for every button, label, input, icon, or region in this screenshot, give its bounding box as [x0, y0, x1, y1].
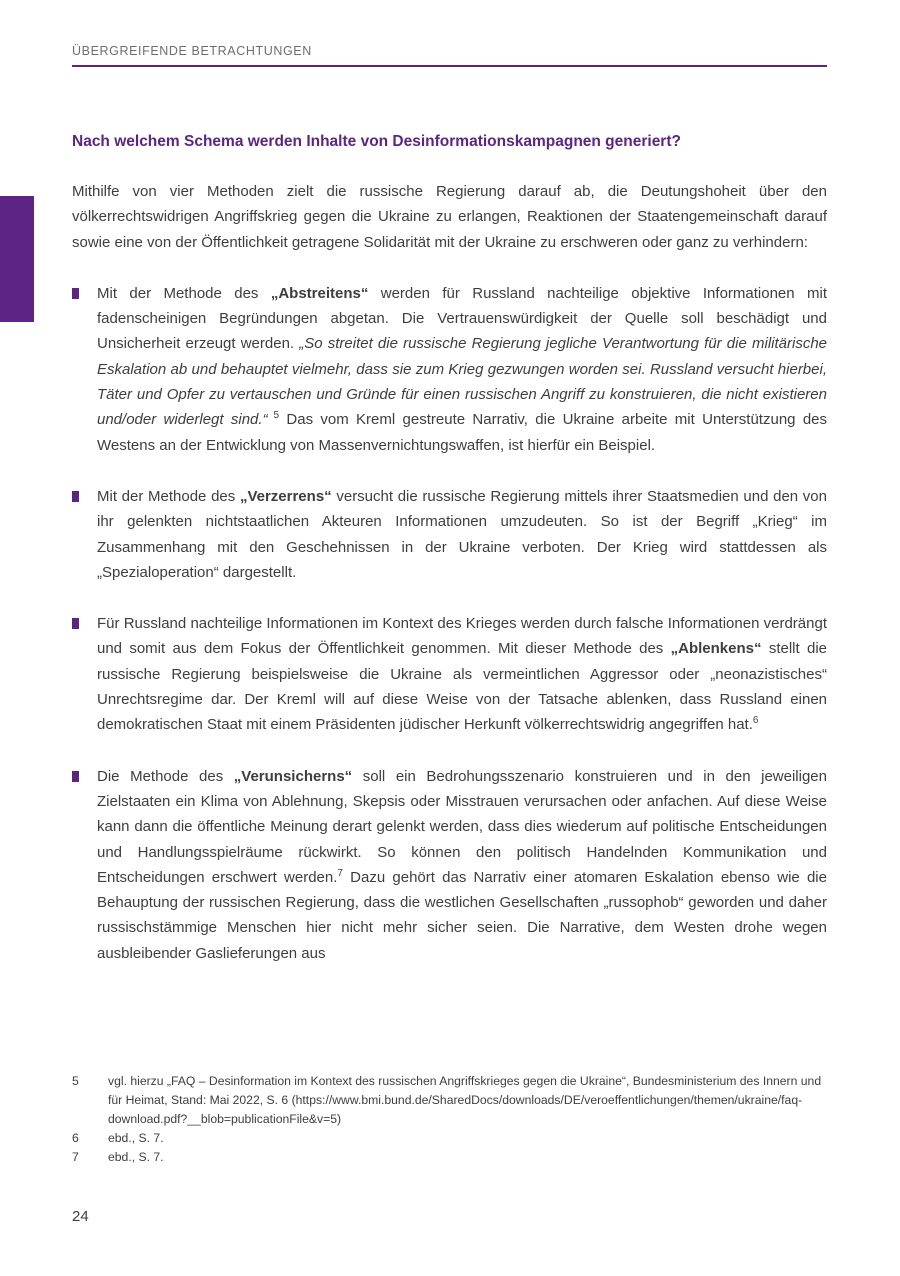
footnote-block [72, 1072, 827, 1167]
footnote-number: 5 [72, 1074, 79, 1088]
bullet-square-icon [72, 491, 79, 502]
chapter-tab-marker [0, 196, 34, 322]
footnote-5 [72, 1072, 827, 1129]
page-number: 24 [72, 1208, 89, 1225]
method-bullet-list [72, 281, 827, 966]
bullet-square-icon [72, 618, 79, 629]
bullet-text: Für Russland nachteilige Informationen im Kontext des Krieges werden durch falsche Informationen verdrängt und somit aus dem Fokus der Öffentlichkeit genommen. Mit dieser Methode des „Ablenkens“ stellt die russische Regierung beispielsweise die Ukraine als vermeintlichen Aggressor oder „neonazistisches“ Unrechtsregime dar. Der Kreml will auf diese Weise von der Tatsache ablenken, dass Russland einen demokratischen Staat mit einem Präsidenten jüdischer Herkunft völkerrechtswidrig angegriffen hat.$^6$ [97, 615, 827, 734]
footnote-text: ebd., S. 7. [108, 1131, 164, 1145]
bullet-item-verzerrens [72, 484, 827, 585]
bullet-item-verunsicherns [72, 764, 827, 966]
footnote-text: vgl. hierzu „FAQ – Desinformation im Kontext des russischen Angriffskrieges gegen die Ukraine“, Bundesministerium des Innern und für Heimat, Stand: Mai 2022, S. 6 (https://www.bmi.bund.de/SharedDocs/downloads/DE/veroeffentlichungen/themen/ukraine/faq-download.pdf?__blob=publicationFile&v=5) [108, 1074, 822, 1126]
intro-paragraph: Mithilfe von vier Methoden zielt die russische Regierung darauf ab, die Deutungshoheit über den völkerrechtswidrigen Angriffskrieg gegen die Ukraine zu erlangen, Reaktionen der Staatengemeinschaft darauf sowie eine von der Öffentlichkeit getragene Solidarität mit der Ukraine zu erschweren oder ganz zu verhindern: [72, 183, 827, 251]
section-heading: Nach welchem Schema werden Inhalte von Desinformationskampagnen generiert? [72, 133, 681, 150]
footnote-number: 7 [72, 1150, 79, 1164]
footnote-number: 6 [72, 1131, 79, 1145]
bullet-text: Mit der Methode des „Abstreitens“ werden für Russland nachteilige objektive Informationen mit fadenscheinigen Begründungen abgetan. Die Vertrauenswürdigkeit der Quelle soll beschädigt und Unsicherheit erzeugt werden. „So streitet die russische Regierung jegliche Verantwortung für die militärische Eskalation ab und behauptet vielmehr, dass sie zum Krieg gezwungen worden sei. Russland versucht hierbei, Täter und Opfer zu vertauschen und Gründe für einen russischen Angriff zu konstruieren, die nicht existieren und/oder widerlegt sind.“ $^5$ Das vom Kreml gestreute Narrativ, die Ukraine arbeite mit Unterstützung des Westens an der Entwicklung von Massenvernichtungswaffen, ist hierfür ein Beispiel. [97, 284, 828, 454]
bullet-square-icon [72, 288, 79, 299]
footnote-6 [72, 1129, 827, 1148]
bullet-text: Mit der Methode des „Verzerrens“ versucht die russische Regierung mittels ihrer Staatsmedien und den von ihr gelenkten nichtstaatlichen Akteuren Informationen umzudeuten. So ist der Begriff „Krieg“ im Zusammenhang mit den Geschehnissen in der Ukraine verboten. Der Krieg wird stattdessen als „Spezialoperation“ dargestellt. [97, 487, 827, 581]
bullet-item-ablenkens [72, 611, 827, 737]
bullet-text: Die Methode des „Verunsicherns“ soll ein Bedrohungsszenario konstruieren und in den jeweiligen Zielstaaten ein Klima von Ablehnung, Skepsis oder Misstrauen verursachen oder anfachen. Auf diese Weise kann dann die öffentliche Meinung derart gelenkt werden, dass dies wiederum auf politische Entscheidungen und Handlungsspielräume rückwirkt. So können den politisch Handelnden Kommunikation und Entscheidungen erschwert werden.$^7$ Dazu gehört das Narrativ einer atomaren Eskalation ebenso wie die Behauptung der russischen Regierung, dass die westlichen Gesellschaften „russophob“ geworden und daher russischstämmige Menschen hier nicht mehr sicher seien. Die Narrative, dem Westen drohe wegen ausbleibender Gaslieferungen aus [97, 767, 827, 962]
header-rule [72, 65, 827, 67]
running-header: ÜBERGREIFENDE BETRACHTUNGEN [72, 44, 312, 58]
bullet-item-abstreitens [72, 281, 827, 458]
footnote-text: ebd., S. 7. [108, 1150, 164, 1164]
footnote-7 [72, 1148, 827, 1167]
bullet-square-icon [72, 771, 79, 782]
